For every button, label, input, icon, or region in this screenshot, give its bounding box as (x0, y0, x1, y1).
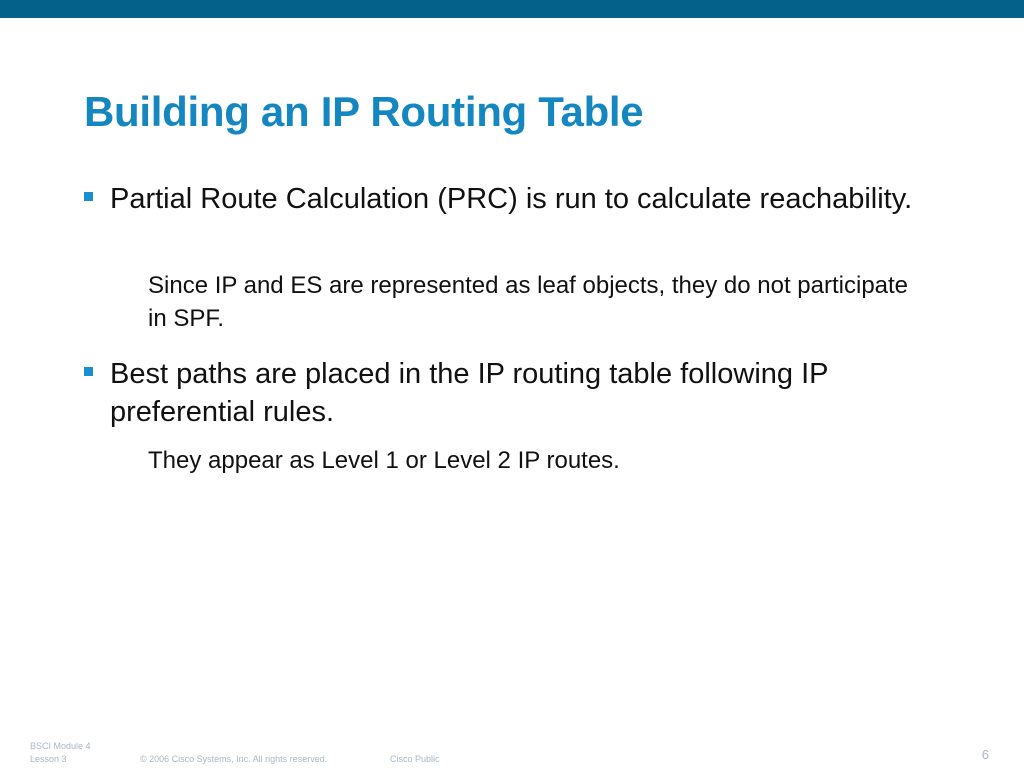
sub-bullet-text: Since IP and ES are represented as leaf objects, they do not participate in SPF. (148, 272, 909, 332)
footer-classification: Cisco Public (390, 754, 440, 764)
footer-lesson: Lesson 3 (30, 754, 67, 764)
bullet-item (84, 180, 924, 218)
square-bullet-icon (84, 367, 93, 376)
bullet-text: Best paths are placed in the IP routing table following IP preferential rules. (110, 358, 828, 428)
slide-title: Building an IP Routing Table (84, 88, 644, 135)
sub-bullet-text: They appear as Level 1 or Level 2 IP routes. (148, 447, 620, 474)
bullet-item (84, 355, 924, 431)
page-number: 6 (981, 747, 989, 762)
header-bar (0, 0, 1024, 18)
footer-copyright: © 2006 Cisco Systems, Inc. All rights reserved. (140, 754, 328, 764)
footer-module: BSCI Module 4 (30, 741, 91, 751)
bullet-text: Partial Route Calculation (PRC) is run to calculate reachability. (110, 183, 913, 215)
square-bullet-icon (84, 192, 93, 201)
